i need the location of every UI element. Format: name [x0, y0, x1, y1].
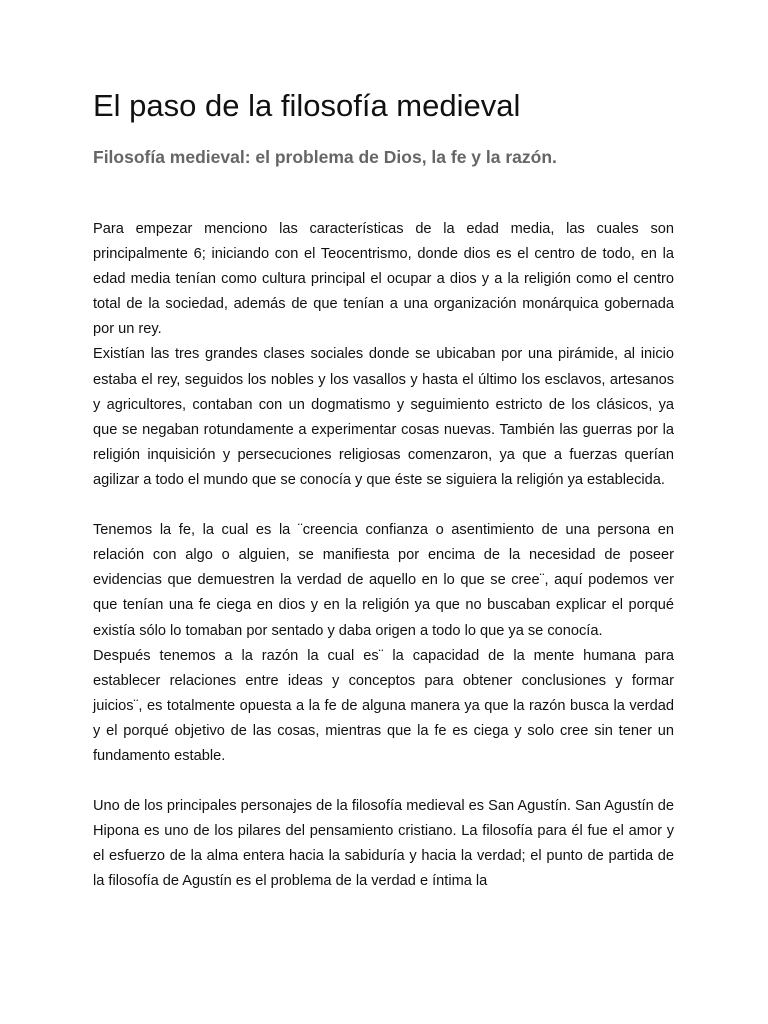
document-title: El paso de la filosofía medieval [93, 88, 521, 123]
paragraph-clases-sociales: Existían las tres grandes clases sociales donde se ubicaban por una pirámide, al inicio estaba el rey, seguidos los nobles y los vasallos y hasta el último los esclavos, artesanos y agricultores, contaban con un dogmatismo y seguimiento estricto de los clásicos, ya que se negaban rotundamente a experimentar cosas nuevas. También las guerras por la religión inquisición y persecuciones religiosas comenzaron, ya que a fuerzas querían agilizar a todo el mundo que se conocía y que éste se siguiera la religión ya establecida. [93, 346, 674, 488]
document-page [93, 84, 674, 895]
document-subtitle: Filosofía medieval: el problema de Dios, la fe y la razón. [93, 147, 557, 167]
paragraph-caracteristicas: Para empezar menciono las características de la edad media, las cuales son principalmente 6; iniciando con el Teocentrismo, donde dios es el centro de todo, en la edad media tenían como cultura principal el ocupar a dios y a la religión como el centro total de la sociedad, además de que tenían a una organización monárquica gobernada por un rey. [93, 221, 674, 338]
paragraph-spacer [93, 769, 674, 794]
paragraph-san-agustin: Uno de los principales personajes de la filosofía medieval es San Agustín. San Agustín de Hipona es uno de los pilares del pensamiento cristiano. La filosofía para él fue el amor y el esfuerzo de la alma entera hacia la sabiduría y hacia la verdad; el punto de partida de la filosofía de Agustín es el problema de la verdad e íntima la [93, 798, 674, 890]
paragraph-spacer [93, 493, 674, 518]
paragraph-razon: Después tenemos a la razón la cual es¨ la capacidad de la mente humana para establecer relaciones entre ideas y conceptos para obtener conclusiones y formar juicios¨, es totalmente opuesta a la fe de alguna manera ya que la razón busca la verdad y el porqué objetivo de las cosas, mientras que la fe es ciega y solo cree sin tener un fundamento estable. [93, 647, 674, 764]
document-body [93, 217, 674, 895]
paragraph-fe: Tenemos la fe, la cual es la ¨creencia confianza o asentimiento de una persona en relación con algo o alguien, se manifiesta por encima de la necesidad de poseer evidencias que demuestren la verdad de aquello en lo que se cree¨, aquí podemos ver que tenían una fe ciega en dios y en la religión ya que no buscaban explicar el porqué existía sólo lo tomaban por sentado y daba origen a todo lo que ya se conocía. [93, 522, 674, 639]
